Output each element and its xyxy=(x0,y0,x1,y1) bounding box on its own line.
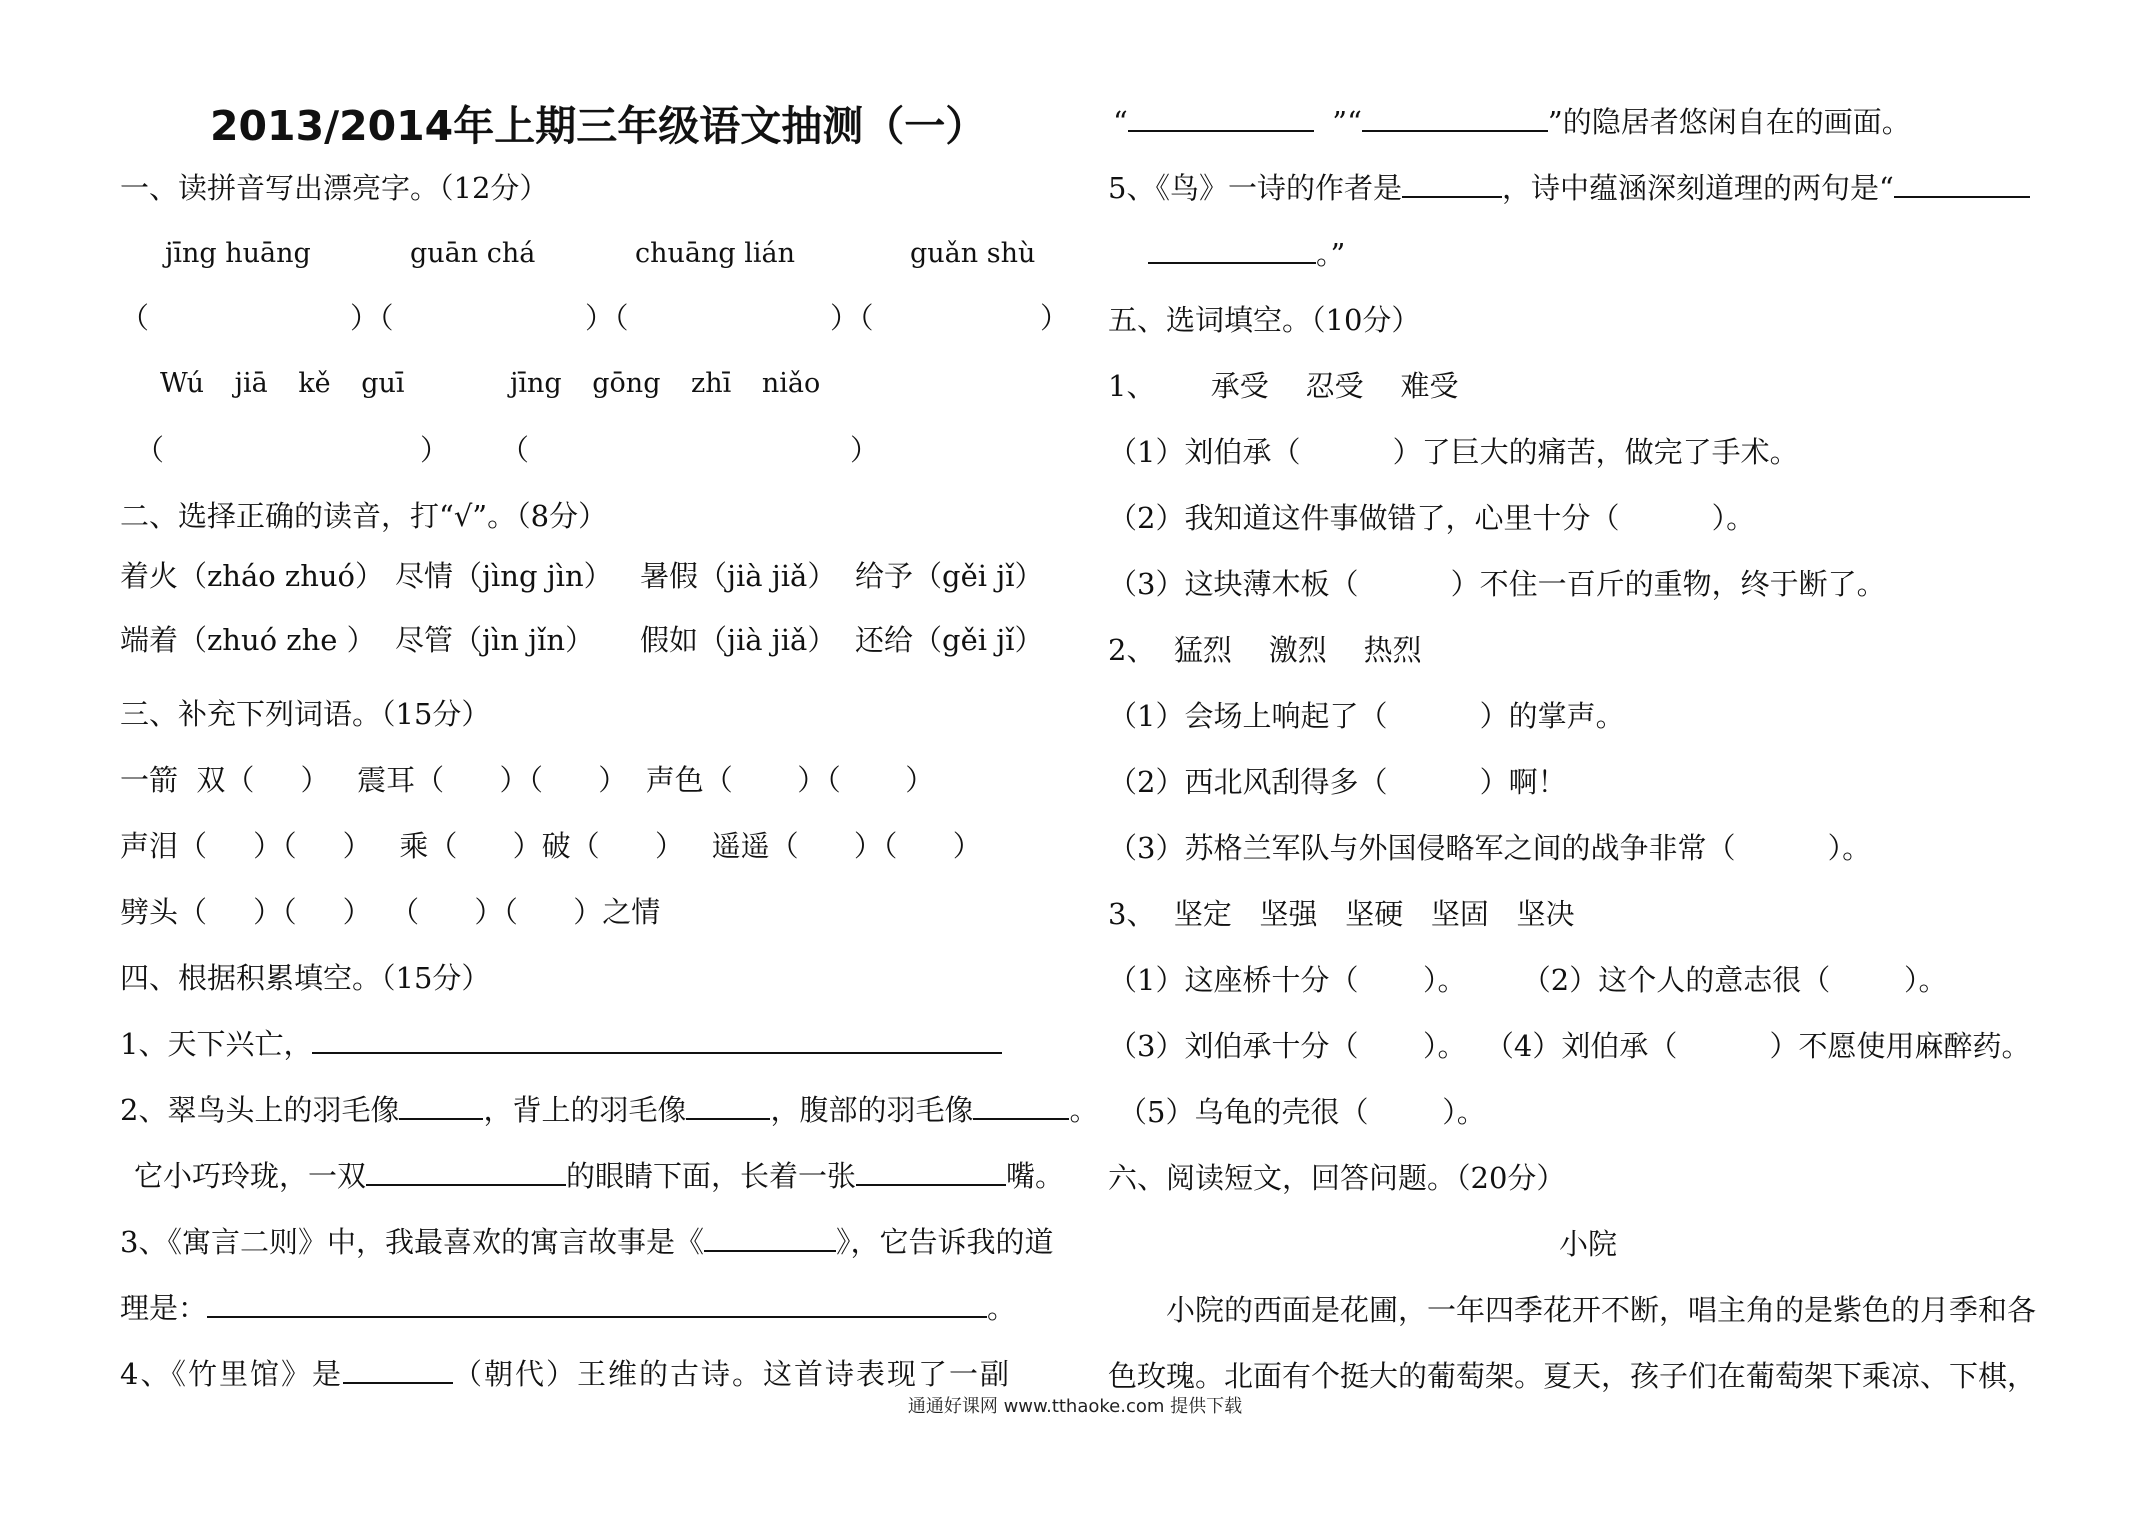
answer-box[interactable]: ） xyxy=(850,433,880,467)
section-5-heading: 五、选词填空。（10分） xyxy=(1108,303,1421,337)
section-4-heading: 四、根据积累填空。（15分） xyxy=(120,961,491,995)
section-1-heading: 一、读拼音写出漂亮字。（12分） xyxy=(120,171,549,205)
fill-question-4-cont xyxy=(1113,102,1911,142)
question-text: ”“ xyxy=(1332,105,1362,139)
question-text: ”的隐居者悠闲自在的画面。 xyxy=(1547,105,1911,139)
question-text: 5、《鸟》一诗的作者是 xyxy=(1108,171,1402,205)
fill-question-5 xyxy=(1108,168,2030,208)
answer-box[interactable]: ） xyxy=(1040,301,1070,335)
question-text: 1、天下兴亡， xyxy=(120,1027,313,1061)
fill-blank[interactable] xyxy=(704,1222,836,1252)
fill-question-3-cont xyxy=(120,1288,1016,1328)
idiom-row-2[interactable]: 声泪（ ）（ ） 乘（ ）破（ ） 遥遥（ ）（ ） xyxy=(120,829,982,863)
answer-box[interactable]: （ xyxy=(500,433,530,467)
answer-box[interactable]: ）（ xyxy=(830,301,874,335)
story-paragraph-line: 色玫瑰。北面有个挺大的葡萄架。夏天，孩子们在葡萄架下乘凉、下棋， xyxy=(1108,1359,2037,1393)
choice-sentence[interactable]: （3）刘伯承十分（ ）。 （4）刘伯承（ ）不愿使用麻醉药。 xyxy=(1108,1029,2031,1063)
fill-blank[interactable] xyxy=(856,1156,1006,1186)
question-text: 。 xyxy=(987,1291,1017,1325)
story-title: 小院 xyxy=(1558,1227,1617,1261)
reading-choice[interactable]: 给予（gěi jǐ） xyxy=(855,559,1044,593)
choice-sentence[interactable]: （1）这座桥十分（ ）。 （2）这个人的意志很（ ）。 xyxy=(1108,963,1948,997)
fill-question-2-cont xyxy=(134,1156,1064,1196)
answer-box[interactable]: ）（ xyxy=(585,301,629,335)
fill-blank[interactable] xyxy=(1148,234,1316,264)
reading-choice[interactable]: 暑假（jià jiǎ） xyxy=(640,559,837,593)
choice-sentence[interactable]: （3）这块薄木板（ ）不住一百斤的重物，终于断了。 xyxy=(1108,567,1886,601)
fill-blank[interactable] xyxy=(312,1024,1002,1054)
choice-sentence[interactable]: （2）西北风刮得多（ ）啊！ xyxy=(1108,765,1567,799)
page-title: 2013/2014年上期三年级语文抽测（一） xyxy=(210,102,987,150)
fill-blank[interactable] xyxy=(399,1090,483,1120)
pinyin-item: guǎn shù xyxy=(910,238,1036,269)
question-text: 。” xyxy=(1316,237,1346,271)
question-text: 2、翠鸟头上的羽毛像 xyxy=(120,1093,400,1127)
pinyin-item: jīng huāng xyxy=(165,238,311,269)
reading-choice[interactable]: 端着（zhuó zhe ） xyxy=(120,623,376,657)
fill-blank[interactable] xyxy=(1362,102,1548,132)
answer-box[interactable]: （ xyxy=(135,433,165,467)
question-text: 》，它告诉我的道 xyxy=(835,1225,1054,1259)
question-text: （朝代）王维的古诗。这首诗表现了一副 xyxy=(452,1357,1011,1391)
section-2-heading: 二、选择正确的读音，打“√”。（8分） xyxy=(120,499,608,533)
pinyin-item: Wú jiā kě guī xyxy=(160,368,405,399)
question-text: 嘴。 xyxy=(1006,1159,1065,1193)
fill-blank[interactable] xyxy=(973,1090,1069,1120)
answer-box[interactable]: （ xyxy=(120,301,150,335)
question-text: 4、《竹里馆》是 xyxy=(120,1357,343,1391)
fill-blank[interactable] xyxy=(1894,168,2030,198)
question-text: “ xyxy=(1113,105,1128,139)
fill-blank[interactable] xyxy=(207,1288,987,1318)
fill-blank[interactable] xyxy=(1402,168,1502,198)
story-paragraph-line: 小院的西面是花圃，一年四季花开不断，唱主角的是紫色的月季和各 xyxy=(1166,1293,2037,1327)
choice-sentence[interactable]: （2）我知道这件事做错了，心里十分（ ）。 xyxy=(1108,501,1756,535)
question-text: 的眼睛下面，长着一张 xyxy=(566,1159,857,1193)
reading-choice[interactable]: 还给（gěi jǐ） xyxy=(855,623,1044,657)
section-3-heading: 三、补充下列词语。（15分） xyxy=(120,697,491,731)
choice-sentence[interactable]: （1）刘伯承（ ）了巨大的痛苦，做完了手术。 xyxy=(1108,435,1799,469)
choice-sentence[interactable]: （1）会场上响起了（ ）的掌声。 xyxy=(1108,699,1625,733)
question-text: ，诗中蕴涵深刻道理的两句是“ xyxy=(1501,171,1894,205)
idiom-row-1[interactable]: 一箭 双（ ） 震耳（ ）（ ） 声色（ ）（ ） xyxy=(120,763,935,797)
word-group-3: 3、 坚定 坚强 坚硬 坚固 坚决 xyxy=(1108,897,1575,931)
pinyin-item: jīng gōng zhī niǎo xyxy=(510,368,821,399)
fill-question-4 xyxy=(120,1354,1011,1394)
question-text: 它小巧玲珑，一双 xyxy=(134,1159,367,1193)
word-group-2: 2、 猛烈 激烈 热烈 xyxy=(1108,633,1422,667)
fill-blank[interactable] xyxy=(366,1156,566,1186)
fill-question-5-cont xyxy=(1148,234,1345,274)
reading-choice[interactable]: 尽情（jìng jìn） xyxy=(395,559,613,593)
question-text: ，背上的羽毛像 xyxy=(483,1093,687,1127)
fill-question-1 xyxy=(120,1024,1002,1064)
page-footer: 通通好课网 www.tthaoke.com 提供下载 xyxy=(907,1396,1243,1417)
idiom-row-3[interactable]: 劈头（ ）（ ） （ ）（ ）之情 xyxy=(120,895,661,929)
fill-blank[interactable] xyxy=(686,1090,770,1120)
reading-choice[interactable]: 尽管（jìn jǐn） xyxy=(395,623,595,657)
reading-choice[interactable]: 着火（zháo zhuó） xyxy=(120,559,385,593)
choice-sentence[interactable]: （5）乌龟的壳很（ ）。 xyxy=(1118,1095,1486,1129)
answer-box[interactable]: ） xyxy=(420,433,450,467)
question-text: ，腹部的羽毛像 xyxy=(770,1093,974,1127)
fill-question-2 xyxy=(120,1090,1099,1130)
answer-box[interactable]: ）（ xyxy=(350,301,394,335)
reading-choice[interactable]: 假如（jià jiǎ） xyxy=(640,623,837,657)
word-group-1: 1、 承受 忍受 难受 xyxy=(1108,369,1459,403)
fill-blank[interactable] xyxy=(1128,102,1314,132)
choice-sentence[interactable]: （3）苏格兰军队与外国侵略军之间的战争非常（ ）。 xyxy=(1108,831,1872,865)
fill-question-3 xyxy=(120,1222,1053,1262)
pinyin-item: guān chá xyxy=(410,238,536,269)
fill-blank[interactable] xyxy=(343,1354,453,1384)
section-6-heading: 六、阅读短文，回答问题。（20分） xyxy=(1108,1161,1566,1195)
question-text: 理是： xyxy=(120,1291,208,1325)
question-text: 。 xyxy=(1069,1093,1099,1127)
pinyin-item: chuāng lián xyxy=(635,238,796,269)
question-text: 3、《寓言二则》中，我最喜欢的寓言故事是《 xyxy=(120,1225,704,1259)
